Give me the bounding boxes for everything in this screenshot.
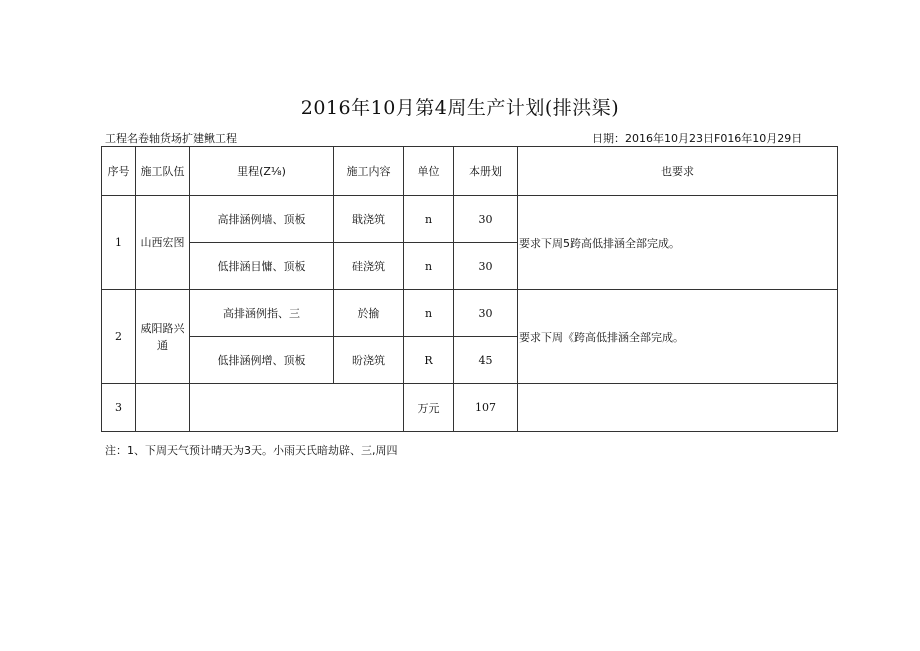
seq-cell: 1 bbox=[102, 196, 136, 290]
footnote: 注：1、下周天气预计晴天为3天。小雨天氏暗劫辟、三,周四 bbox=[105, 444, 398, 457]
header-mileage: 里程(Z⅛) bbox=[190, 147, 334, 196]
unit-cell: n bbox=[404, 196, 454, 243]
header-requirement: 也要求 bbox=[518, 147, 838, 196]
date-range: 日期：2016年10月23日F016年10月29日 bbox=[592, 132, 803, 145]
seq-cell: 3 bbox=[102, 384, 136, 432]
unit-cell: 万元 bbox=[404, 384, 454, 432]
header-content: 施工内容 bbox=[334, 147, 404, 196]
requirement-cell: 要求下周《跨高低排涵全部完成。 bbox=[518, 290, 838, 384]
header-plan: 本册划 bbox=[454, 147, 518, 196]
unit-cell: R bbox=[404, 337, 454, 384]
project-name: 工程名卷轴货场扩建鳅工程 bbox=[105, 132, 237, 145]
table-row bbox=[102, 196, 838, 243]
team-cell: 山西宏图 bbox=[136, 196, 190, 290]
header-unit: 单位 bbox=[404, 147, 454, 196]
requirement-cell: 要求下周5跨高低排涵全部完成。 bbox=[518, 196, 838, 290]
mileage-cell: 低排涵例增、顶板 bbox=[190, 337, 334, 384]
total-row bbox=[102, 384, 838, 432]
plan-cell: 107 bbox=[454, 384, 518, 432]
team-cell bbox=[136, 384, 190, 432]
content-cell: 戢浇筑 bbox=[334, 196, 404, 243]
header-team: 施工队伍 bbox=[136, 147, 190, 196]
content-cell: 於揄 bbox=[334, 290, 404, 337]
plan-cell: 30 bbox=[454, 290, 518, 337]
plan-cell: 45 bbox=[454, 337, 518, 384]
mileage-content-cell bbox=[190, 384, 404, 432]
content-cell: 硅浇筑 bbox=[334, 243, 404, 290]
mileage-cell: 高排涵例墙、顶板 bbox=[190, 196, 334, 243]
mileage-cell: 低排涵目慵、顶板 bbox=[190, 243, 334, 290]
table-row bbox=[102, 290, 838, 337]
header-seq: 序号 bbox=[102, 147, 136, 196]
requirement-cell bbox=[518, 384, 838, 432]
team-cell: 威阳路兴通 bbox=[136, 290, 190, 384]
plan-cell: 30 bbox=[454, 243, 518, 290]
page-title: 2016年10月第4周生产计划(排洪渠) bbox=[300, 97, 620, 119]
unit-cell: n bbox=[404, 290, 454, 337]
mileage-cell: 高排涵例指、三 bbox=[190, 290, 334, 337]
content-cell: 昐浇筑 bbox=[334, 337, 404, 384]
production-plan-table bbox=[101, 146, 838, 432]
plan-cell: 30 bbox=[454, 196, 518, 243]
unit-cell: n bbox=[404, 243, 454, 290]
seq-cell: 2 bbox=[102, 290, 136, 384]
table-header-row bbox=[102, 147, 838, 196]
